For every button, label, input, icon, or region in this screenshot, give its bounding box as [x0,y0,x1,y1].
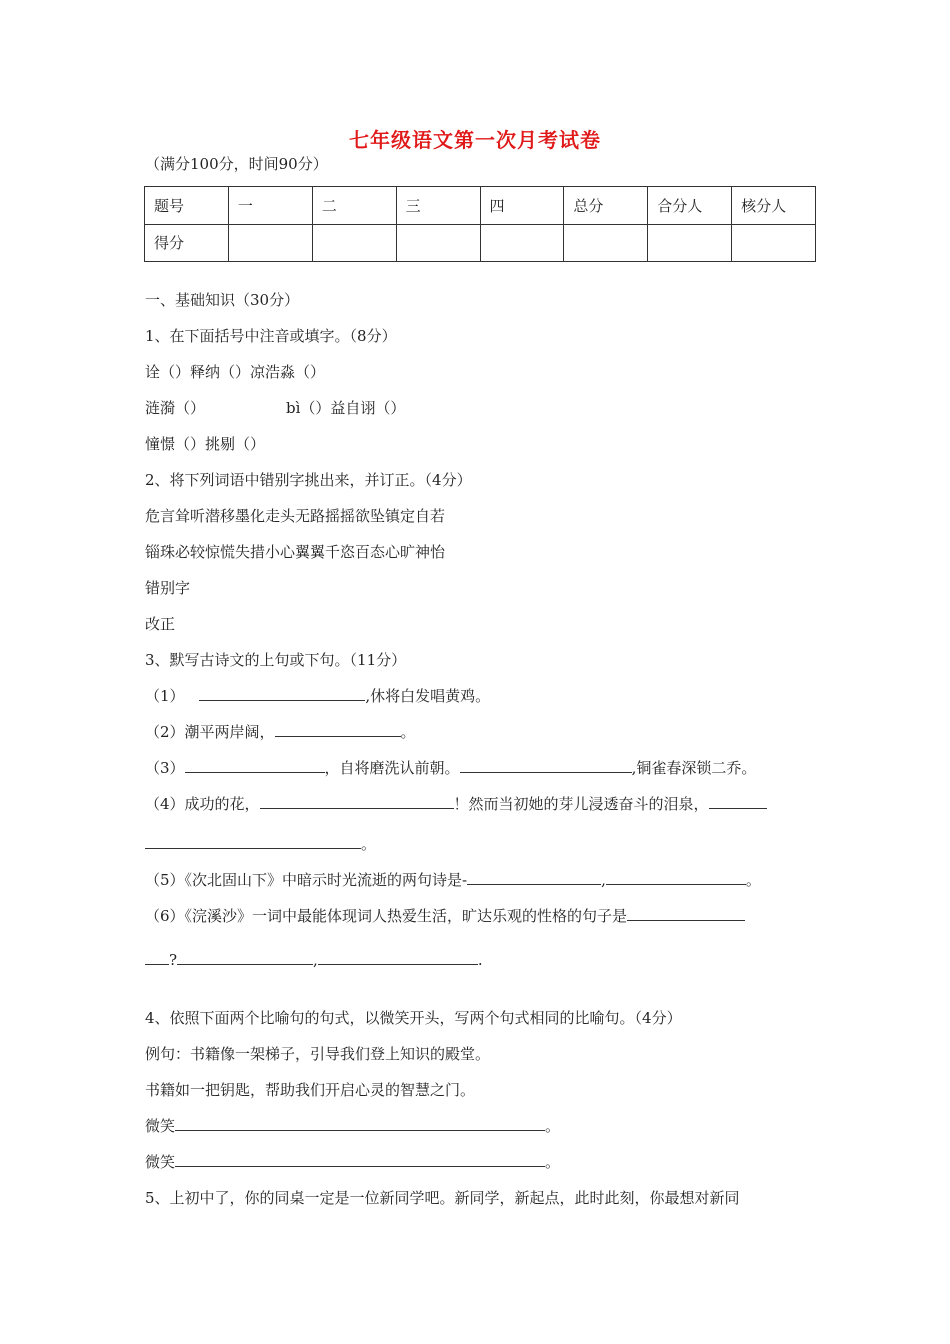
question-2-words-2: 锱珠必较惊慌失措小心翼翼千恣百态心旷神怡 [145,543,446,561]
score-input-cell[interactable] [648,224,732,262]
question-1-line-3: 憧憬（）挑剔（） [145,435,266,453]
item-text: （6）《浣溪沙》一词中最能体现词人热爱生活，旷达乐观的性格的句子是 [145,907,628,925]
score-header-cell: 题号 [145,187,229,225]
question-4-answer-1 [145,1116,560,1136]
score-input-cell[interactable] [312,224,396,262]
item-text: 。 [745,871,761,889]
question-1-line-1: 诠（）释纳（）凉浩淼（） [145,363,326,381]
question-5-prompt: 5、上初中了，你的同桌一定是一位新同学吧。新同学，新起点，此时此刻，你最想对新同 [145,1189,740,1207]
answer-blank[interactable] [709,794,767,809]
question-2-prompt: 2、将下列词语中错别字挑出来，并订正。（4分） [145,471,472,489]
score-header-cell: 二 [312,187,396,225]
question-2-words-1: 危言耸听潜移墨化走头无路摇摇欲坠镇定自若 [145,507,446,525]
answer-blank[interactable] [318,950,478,965]
question-4-prompt: 4、依照下面两个比喻句的句式，以微笑开头，写两个句式相同的比喻句。（4分） [145,1009,682,1027]
score-input-cell[interactable] [396,224,480,262]
score-header-cell: 一 [228,187,312,225]
exam-title: 七年级语文第一次月考试卷 [349,128,601,152]
answer-blank[interactable] [275,722,401,737]
answer-blank[interactable] [145,950,169,965]
answer-blank[interactable] [627,906,745,921]
score-header-cell: 核分人 [732,187,816,225]
score-input-cell[interactable] [228,224,312,262]
question-2-fix-label: 改正 [145,615,176,633]
question-3-item-1 [145,686,490,706]
item-text: （4）成功的花， [145,795,260,813]
score-input-cell[interactable] [732,224,816,262]
score-table [144,186,816,262]
question-4-answer-2 [145,1152,560,1172]
answer-blank[interactable] [175,1152,545,1167]
question-3-item-4 [145,794,767,814]
score-input-cell[interactable] [564,224,648,262]
answer-blank[interactable] [145,834,361,849]
item-text: 。 [400,723,416,741]
answer-blank[interactable] [175,1116,545,1131]
answer-blank[interactable] [177,950,313,965]
answer-label: 微笑 [145,1153,176,1171]
item-text: , [313,951,318,969]
question-3-item-2 [145,722,416,742]
question-3-item-4-cont [145,834,376,854]
item-text: . [477,951,483,969]
item-text: 。 [361,835,377,853]
item-text: 。 [545,1153,561,1171]
score-header-cell: 合分人 [648,187,732,225]
score-header-cell: 四 [480,187,564,225]
answer-blank[interactable] [199,686,365,701]
item-text: ！然而当初她的芽儿浸透奋斗的泪泉， [453,795,709,813]
score-table-score-row [145,224,816,262]
answer-blank[interactable] [260,794,454,809]
item-text: ，自将磨洗认前朝。 [324,759,460,777]
question-1-line-2a: 涟漪（） [145,399,206,417]
question-3-item-5 [145,870,761,890]
item-text: ,休将白发唱黄鸡。 [365,687,491,705]
item-text: ,铜雀春深锁二乔。 [631,759,757,777]
score-input-cell[interactable] [480,224,564,262]
item-text: ? [169,951,178,969]
question-4-example-2: 书籍如一把钥匙，帮助我们开启心灵的智慧之门。 [145,1081,476,1099]
score-header-cell: 三 [396,187,480,225]
answer-label: 微笑 [145,1117,176,1135]
question-1-prompt: 1、在下面括号中注音或填字。（8分） [145,327,397,345]
question-3-prompt: 3、默写古诗文的上句或下句。（11分） [145,651,407,669]
question-2-wrong-label: 错别字 [145,579,191,597]
item-text: （5）《次北固山下》中暗示时光流逝的两句诗是- [145,871,468,889]
answer-blank[interactable] [606,870,746,885]
item-text: 。 [545,1117,561,1135]
item-number: （3） [145,759,185,777]
question-3-item-3 [145,758,756,778]
answer-blank[interactable] [185,758,325,773]
item-text: , [601,871,606,889]
score-row-label: 得分 [145,224,229,262]
question-1-line-2b: bì（）益自诩（） [286,399,406,417]
section-heading: 一、基础知识（30分） [145,291,300,309]
question-3-item-6-cont [145,950,483,970]
score-header-cell: 总分 [564,187,648,225]
exam-subtitle: （满分100分，时间90分） [145,155,328,173]
question-3-item-6 [145,906,745,926]
answer-blank[interactable] [460,758,632,773]
item-text: （2）潮平两岸阔， [145,723,275,741]
answer-blank[interactable] [467,870,601,885]
score-table-header-row [145,187,816,225]
question-4-example-1: 例句：书籍像一架梯子，引导我们登上知识的殿堂。 [145,1045,491,1063]
item-number: （1） [145,687,185,705]
